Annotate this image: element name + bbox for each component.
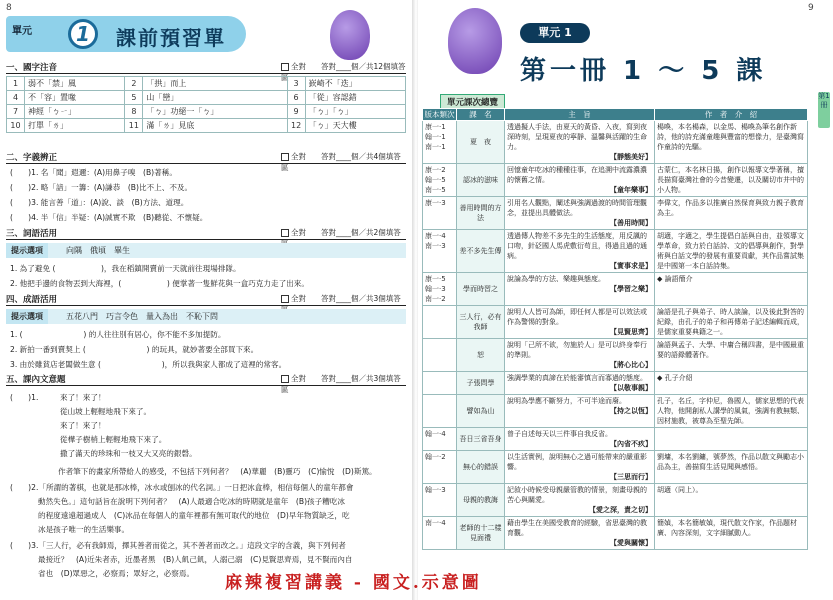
table-row — [7, 77, 406, 91]
zhuyin-cell[interactable]: 不「容」置喙 — [25, 91, 125, 105]
question-line: ( )2.「所謂的著棋，也就是那冰棒，冰水或刨冰的代名詞。」一日把冰盒棒，相信每個人的童年都會 — [10, 483, 354, 492]
theme-cell: 回憶童年吃冰的種種往事，在追溯中流露濃濃的懷舊之情。 【童年樂事】 — [505, 164, 655, 197]
question-line: 作者筆下的畫家所帶給人的感受，不包括下列何者？ (A)華麗 (B)靈巧 (C)愉悅 (D)斯篤。 — [58, 467, 377, 476]
item-number: 3 — [287, 77, 305, 91]
theme-tag: 【童年樂事】 — [610, 186, 652, 194]
theme-cell: 透過擬人手法，由夏天的黃昏、入夜，寫到夜深時刻，呈現夏夜的寧靜、溫馨與活躍的生命力。 【靜態美好】 — [505, 121, 655, 164]
lesson-name-cell: 母親的教誨 — [457, 484, 505, 517]
tally: 全對 答對____個／共2個填答 — [291, 228, 401, 237]
item-number: 7 — [7, 105, 25, 119]
table-row — [423, 372, 808, 395]
poem-line: 來了！來了！ — [60, 421, 106, 430]
lesson-name-cell: 三人行，必有我師 — [457, 306, 505, 339]
theme-cell: 強調學業的真諦在於能審慎言而寡過的態度。 【以敬事親】 — [505, 372, 655, 395]
theme-cell: 以生活實例，說明無心之過可能帶來的嚴重影響。 【三思而行】 — [505, 451, 655, 484]
column-header: 作 者 介 紹 — [655, 109, 808, 121]
theme-tag: 【靜態美好】 — [610, 153, 652, 161]
lesson-name-cell: 恕 — [457, 339, 505, 372]
zhuyin-cell[interactable]: 嶔崎不「迭」 — [305, 77, 405, 91]
item-number: 5 — [125, 91, 143, 105]
tally: 全對 答對____個／共4個填答區 — [281, 152, 401, 172]
lesson-name-cell: 夏 夜 — [457, 121, 505, 164]
lesson-name-cell: 認冰的滋味 — [457, 164, 505, 197]
author-cell: 李偉文，作品多以推廣自然保育與致力親子教育為主。 — [655, 197, 808, 230]
question-line: ( )2. 略「諳」一籌：(A)謙恭 (B)比不上、不及。 — [10, 183, 193, 192]
version-cell: 康一‧4 南一‧3 — [423, 230, 457, 273]
unit-label: 單元 — [12, 26, 32, 37]
section-vocab — [6, 226, 406, 240]
tally: 全對 答對____個／共3個填答 — [291, 294, 401, 303]
question-line: ( )3.「三人行，必有我師焉，擇其善者而從之，其不善者而改之。」這段文字的含義，與下列何者 — [10, 541, 346, 550]
version-cell: 翰一‧4 — [423, 428, 457, 451]
overview-table — [422, 108, 808, 550]
question-line: ( )4. 半「信」半疑：(A)誠實不欺 (B)聽從、不懷疑。 — [10, 213, 208, 222]
column-header: 版本類次 — [424, 110, 455, 119]
mascot-icon — [330, 10, 370, 60]
version-cell: 南一‧4 — [423, 517, 457, 550]
table-row — [423, 339, 808, 372]
author-cell: 胡適，字適之，學生提倡白話與自由，並領導文學革命，致力於白話詩、文的倡導與創作，對學術與白話文學的發展有重要貢獻，其作品嘗試集是中國第一本白話詩集。 — [655, 230, 808, 273]
tip-label: 提示選項 — [6, 243, 48, 258]
version-cell: 翰一‧3 — [423, 484, 457, 517]
question-line: ( )1. 名「聞」遐邇：(A)用鼻子嗅 (B)著稱。 — [10, 168, 177, 177]
page-title: 課前預習單 — [116, 26, 226, 50]
checkbox[interactable] — [281, 375, 289, 383]
version-cell: 翰一‧2 — [423, 451, 457, 484]
unit-label: 單元 1 — [520, 23, 590, 43]
zhuyin-cell[interactable]: 弱不「禁」風 — [25, 77, 125, 91]
item-number: 1 — [7, 77, 25, 91]
item-number: 11 — [125, 119, 143, 133]
author-cell: 胡適（同上）。 — [655, 484, 808, 517]
poem-line: 撒了滿天的珍珠和一枝又大又亮的銀磬。 — [60, 449, 197, 458]
question-line: 最接近？ (A)近朱者赤，近墨者黑 (B)人飢己飢，人溺己溺 (C)見賢思齊焉，見不賢而內自 — [38, 555, 353, 564]
zhuyin-cell[interactable]: 「ㄅ」「ㄅ」 — [305, 105, 405, 119]
zhuyin-cell[interactable]: 「拱」而上 — [143, 77, 287, 91]
zhuyin-cell[interactable]: 神經「ㄅㄧ」 — [25, 105, 125, 119]
version-cell — [423, 339, 457, 372]
author-cell: 孔子，名丘，字仲尼，魯國人，儒家思想的代表人物，他開創私人講學的風氣，強調有教無類、因材施教，被尊為至聖先師。 — [655, 395, 808, 428]
column-header: 主 旨 — [505, 109, 655, 121]
lesson-name-cell: 譬如為山 — [457, 395, 505, 428]
section-reading — [6, 372, 406, 394]
author-cell: ◆ 論語簡介 — [655, 273, 808, 306]
table-row — [423, 451, 808, 484]
theme-cell: 引用名人觀點，闡述與強調過渡的時間管理觀念，並提出具體做法。 【善用時間】 — [505, 197, 655, 230]
author-cell: 古蒙仁，本名林日揚，創作以報導文學著稱，擅長描寫臺灣社會的今昔變遷，以及關切市井中的小人物。 — [655, 164, 808, 197]
tip-words: 五花八門 巧言令色 量入為出 不恥下問 — [66, 312, 218, 321]
item-number: 10 — [7, 119, 25, 133]
poem-line: 從樺子樹梢上輕輕地飛下來了。 — [60, 435, 167, 444]
version-cell: 康一‧2 翰一‧5 南一‧5 — [423, 164, 457, 197]
theme-tag: 【持之以恆】 — [610, 407, 652, 415]
question-line: 3. 由於雖貧店老闆做生意 ( )，所以我與家人都成了這裡的常客。 — [10, 360, 287, 369]
lesson-name-cell: 子張問學 — [457, 372, 505, 395]
theme-tag: 【善用時間】 — [610, 219, 652, 227]
lesson-name-cell: 善用時間的方法 — [457, 197, 505, 230]
poem-line: 來了！來了！ — [60, 393, 106, 402]
tip-bar — [6, 243, 406, 258]
question-line: 動然失色。」這句話旨在說明下列何者？ (A)人最適合吃冰的時期就是童年 (B)孩子糟吃冰 — [38, 497, 346, 506]
theme-cell: 透過傳人物差不多先生的生活態度，用反諷的口吻，針砭國人馬虎敷衍苟且，得過且過的通病。 【實事求是】 — [505, 230, 655, 273]
theme-tag: 【學習之樂】 — [610, 285, 652, 293]
theme-cell: 說明為學應不斷努力，不可半途而廢。 【持之以恆】 — [505, 395, 655, 428]
item-number: 8 — [125, 105, 143, 119]
theme-tag: 【將心比心】 — [610, 361, 652, 369]
table-row — [7, 105, 406, 119]
version-cell — [423, 306, 457, 339]
left-page — [0, 0, 415, 600]
theme-cell: 說論為學的方法、樂趣與態度。 【學習之樂】 — [505, 273, 655, 306]
lesson-name-cell: 老師的十二樣見面禮 — [457, 517, 505, 550]
tip-label: 提示選項 — [6, 309, 48, 324]
theme-tag: 【愛之深，責之切】 — [589, 506, 652, 514]
version-cell: 康一‧3 — [423, 197, 457, 230]
zhuyin-cell[interactable]: 「從」容認錯 — [305, 91, 405, 105]
version-cell — [423, 395, 457, 428]
question-line: 冰是孩子唯一的生活樂事。 — [38, 525, 130, 534]
author-cell — [655, 428, 808, 451]
table-row — [423, 395, 808, 428]
section-idiom — [6, 292, 406, 306]
table-row — [7, 91, 406, 105]
theme-tag: 【以敬事親】 — [610, 384, 652, 392]
poem-line: 從山坡上輕輕地飛下來了。 — [60, 407, 152, 416]
page-title: 第一冊 1 ～ 5 課 — [520, 56, 767, 86]
item-number: 2 — [125, 77, 143, 91]
unit-number: 1 — [68, 19, 98, 49]
checkbox[interactable] — [281, 63, 289, 71]
page-number: 9 — [808, 3, 814, 13]
question-line: 的程度遠遠超過成人 (C)冰品在每個人的童年裡都有無可取代的地位 (D)早年物質缺乏，吃 — [38, 511, 350, 520]
section-zhuyin — [6, 60, 406, 82]
theme-cell: 藉由學生在美國受教育的經驗，省思臺灣的教育觀。 【愛與關懷】 — [505, 517, 655, 550]
lesson-name-cell: 學而時習之 — [457, 273, 505, 306]
watermark-caption: 麻辣複習講義 - 國文.示意圖 — [225, 573, 482, 593]
checkbox[interactable] — [281, 153, 289, 161]
page-number: 8 — [6, 3, 12, 13]
item-number: 4 — [7, 91, 25, 105]
author-cell: 論語是孔子與弟子、時人談論，以及後此對答的紀錄，由孔子的弟子和再傳弟子記述編輯而成，是儒家重要典籍之一。 — [655, 306, 808, 339]
item-number: 12 — [287, 119, 305, 133]
author-cell: 楊喚，本名楊森，以金馬、楊喚為筆名創作新詩，他的詩充滿童趣與豐富的想像力，是臺灣寫作童詩的先驅。 — [655, 121, 808, 164]
author-cell: ◆ 孔子介紹 — [655, 372, 808, 395]
item-number: 6 — [287, 91, 305, 105]
author-cell: 劉墉，本名劉鏞，號夢然，作品以散文與勵志小品為主，善描寫生活見聞與感悟。 — [655, 451, 808, 484]
unit-banner — [6, 16, 246, 52]
version-cell — [423, 372, 457, 395]
question-line: 2. 新拍一番到賣契上 ( ) 的玩具，就妙著要全部買下來。 — [10, 345, 259, 354]
question-line: ( )1. — [10, 393, 39, 402]
zhuyin-cell[interactable]: 滿「ㄌ」見底 — [143, 119, 287, 133]
checkbox[interactable] — [281, 295, 289, 303]
side-tab[interactable]: 第1冊 — [818, 92, 830, 128]
theme-tag: 【愛與關懷】 — [610, 539, 652, 547]
author-cell: 論語與孟子、大學、中庸合稱四書，是中國最重要的語錄體著作。 — [655, 339, 808, 372]
zhuyin-cell[interactable]: 「ㄅ」天大樓 — [305, 119, 405, 133]
zhuyin-cell[interactable]: 山「巒」 — [143, 91, 287, 105]
lesson-name-cell: 吾日三省吾身 — [457, 428, 505, 451]
section-heading: 三、詞語活用 — [6, 229, 58, 239]
section-heading: 五、課內文意題 — [6, 375, 66, 385]
table-row — [423, 121, 808, 164]
theme-tag: 【內省不疚】 — [610, 440, 652, 448]
question-line: 1. ( ) 的人往往別有居心，你不能不多加提防。 — [10, 330, 226, 339]
question-line: 省也 (D)眾惡之，必察焉；眾好之，必察焉。 — [38, 569, 195, 578]
section-heading: 四、成語活用 — [6, 295, 58, 305]
column-header: 課 名 — [457, 109, 505, 121]
table-row — [423, 273, 808, 306]
table-row — [423, 230, 808, 273]
lesson-name-cell: 差不多先生傳 — [457, 230, 505, 273]
zhuyin-table — [6, 76, 406, 133]
author-cell: 簡媜，本名簡敏媜，現代散文作家，作品題材廣、內容深刻，文字細膩動人。 — [655, 517, 808, 550]
table-row — [423, 306, 808, 339]
table-row — [423, 428, 808, 451]
checkbox[interactable] — [281, 229, 289, 237]
tally: 全對 答對____個／共3個填答區 — [281, 374, 401, 394]
tally: 全對 答對____個／共12個填答區 — [281, 62, 406, 82]
table-row — [423, 197, 808, 230]
theme-cell: 曾子自述每天以三件事自我反省。 【內省不疚】 — [505, 428, 655, 451]
table-row — [423, 517, 808, 550]
zhuyin-cell[interactable]: 「ㄅ」功絕一「ㄅ」 — [143, 105, 287, 119]
overview-label: 單元課次總覽 — [440, 94, 505, 110]
lesson-name-cell: 無心的錯誤 — [457, 451, 505, 484]
table-row — [423, 164, 808, 197]
theme-cell: 說明人人皆可為師，即任何人都是可以效法或作為警惕的對象。 【見賢思齊】 — [505, 306, 655, 339]
question-line: 2. 他把手邊的食物丟到大海裡，( ) 便掌著一隻鮮花與一盒巧克力走了出來。 — [10, 279, 309, 288]
theme-cell: 記敘小時候受母親嚴管教的情景，刻畫母親的苦心與關愛。 【愛之深，責之切】 — [505, 484, 655, 517]
tip-words: 向隅 俄頃 畢生 — [66, 246, 130, 255]
table-row — [7, 119, 406, 133]
question-line: 1. 為了避免 ( )，我在稻鎮開賣前一天就前往現場排隊。 — [10, 264, 241, 273]
section-heading: 一、國字注音 — [6, 63, 58, 73]
theme-cell: 說明「己所不欲，勿施於人」是可以終身奉行的準則。 【將心比心】 — [505, 339, 655, 372]
theme-tag: 【實事求是】 — [610, 262, 652, 270]
theme-tag: 【見賢思齊】 — [610, 328, 652, 336]
mascot-icon — [448, 8, 502, 74]
table-row — [423, 484, 808, 517]
version-cell: 康一‧1 翰一‧1 南一‧1 — [423, 121, 457, 164]
theme-tag: 【三思而行】 — [610, 473, 652, 481]
zhuyin-cell[interactable]: 打單「ㄌ」 — [25, 119, 125, 133]
item-number: 9 — [287, 105, 305, 119]
section-heading: 二、字義辨正 — [6, 153, 58, 163]
question-line: ( )3. 能言善「道」：(A)說、談 (B)方法、道理。 — [10, 198, 189, 207]
section-meaning — [6, 150, 406, 172]
version-cell: 康一‧5 翰一‧3 南一‧2 — [423, 273, 457, 306]
tip-bar — [6, 309, 406, 324]
